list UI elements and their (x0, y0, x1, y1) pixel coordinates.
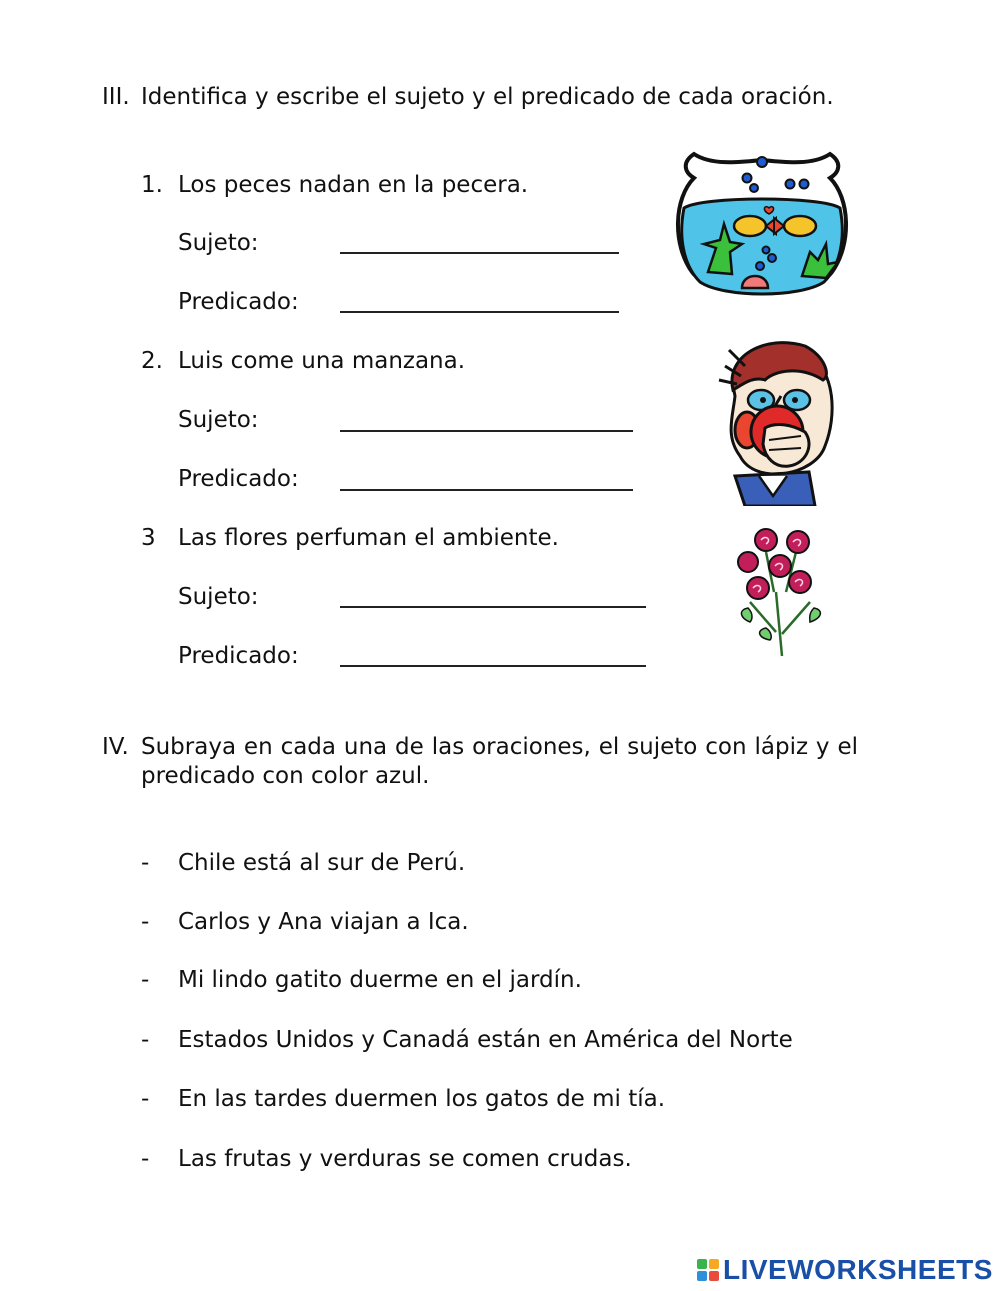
list-item-bullet: - (141, 909, 150, 935)
item-2-number: 2. (141, 348, 163, 374)
list-item: Carlos y Ana viajan a Ica. (178, 909, 469, 935)
fishbowl-illustration (672, 148, 852, 308)
item-1-subject-label: Sujeto: (178, 230, 259, 256)
item-2-subject-label: Sujeto: (178, 407, 259, 433)
list-item-bullet: - (141, 850, 150, 876)
section-4-numeral: IV. (102, 734, 129, 760)
list-item-bullet: - (141, 1146, 150, 1172)
logo-block (697, 1259, 707, 1269)
item-1-predicate-label: Predicado: (178, 289, 299, 315)
logo-block (709, 1271, 719, 1281)
item-2-predicate-blank[interactable] (340, 489, 633, 491)
item-1-number: 1. (141, 172, 163, 198)
section-4-instruction: Subraya en cada una de las oraciones, el sujeto con lápiz y el predicado con color azul. (141, 734, 858, 789)
boy-apple-illustration (705, 336, 850, 506)
section-3-numeral: III. (102, 84, 130, 110)
item-3-predicate-blank[interactable] (340, 665, 646, 667)
list-item-bullet: - (141, 1027, 150, 1053)
item-2-sentence: Luis come una manzana. (178, 348, 466, 374)
list-item-bullet: - (141, 1086, 150, 1112)
item-1-predicate-blank[interactable] (340, 311, 619, 313)
logo-block (697, 1271, 707, 1281)
item-3-subject-label: Sujeto: (178, 584, 259, 610)
logo-blocks-icon (697, 1259, 719, 1281)
list-item: Chile está al sur de Perú. (178, 850, 466, 876)
item-3-predicate-label: Predicado: (178, 643, 299, 669)
logo-text: LIVEWORKSHEETS (723, 1254, 993, 1285)
item-3-sentence: Las flores perfuman el ambiente. (178, 525, 559, 551)
list-item: Mi lindo gatito duerme en el jardín. (178, 967, 582, 993)
item-3-subject-blank[interactable] (340, 606, 646, 608)
logo-block (709, 1259, 719, 1269)
list-item: En las tardes duermen los gatos de mi tía. (178, 1086, 666, 1112)
item-1-sentence: Los peces nadan en la pecera. (178, 172, 529, 198)
item-2-predicate-label: Predicado: (178, 466, 299, 492)
liveworksheets-logo[interactable] (697, 1255, 993, 1285)
roses-illustration (730, 522, 830, 660)
item-2-subject-blank[interactable] (340, 430, 633, 432)
item-1-subject-blank[interactable] (340, 252, 619, 254)
list-item: Las frutas y verduras se comen crudas. (178, 1146, 632, 1172)
list-item: Estados Unidos y Canadá están en América del Norte (178, 1027, 793, 1053)
section-3-instruction: Identifica y escribe el sujeto y el predicado de cada oración. (141, 84, 834, 110)
list-item-bullet: - (141, 967, 150, 993)
item-3-number: 3 (141, 525, 156, 551)
